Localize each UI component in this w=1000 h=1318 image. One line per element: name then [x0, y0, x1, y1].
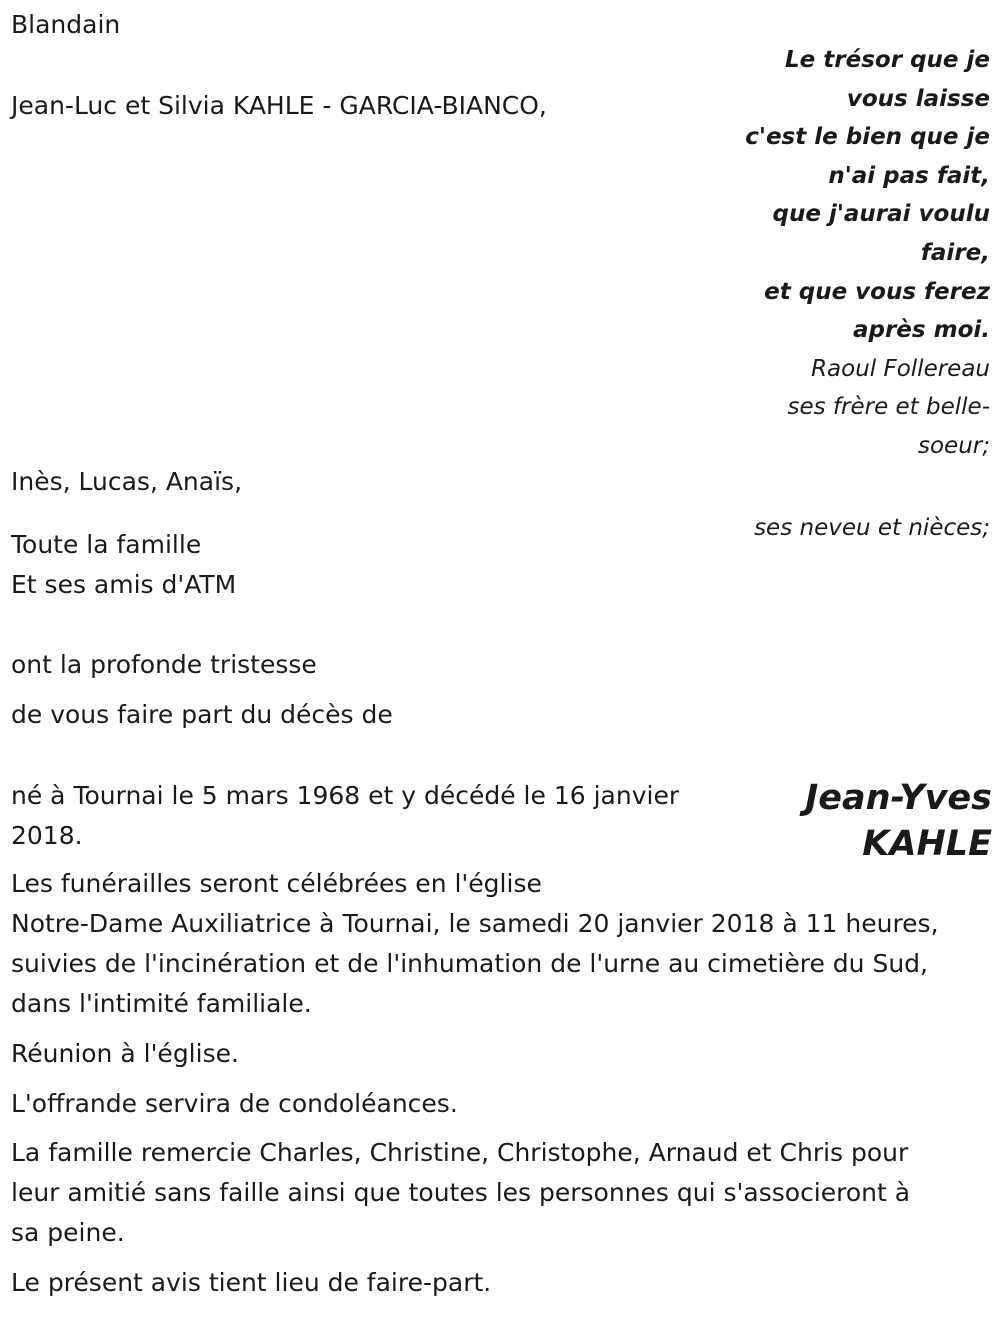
- deceased-first-name: Jean-Yves: [805, 778, 992, 818]
- quote-line: n'ai pas fait,: [828, 162, 990, 189]
- deceased-name: [805, 775, 992, 867]
- quote-line: et que vous ferez: [764, 278, 990, 305]
- location-text: Blandain: [11, 10, 121, 39]
- siblings-in-law-label: ses frère et belle-: [787, 394, 990, 421]
- thanks-line-1: La famille remercie Charles, Christine, Christophe, Arnaud et Chris pour: [11, 1138, 909, 1167]
- announcement-line-2: de vous faire part du décès de: [11, 700, 393, 729]
- quote-line: après moi.: [852, 317, 990, 344]
- thanks-line-2: leur amitié sans faille ainsi que toutes les personnes qui s'associeront à: [11, 1178, 911, 1207]
- offering-text: L'offrande servira de condoléances.: [11, 1089, 458, 1118]
- quote-line: c'est le bien que je: [745, 124, 990, 151]
- nephews-nieces-label: ses neveu et nièces;: [754, 515, 990, 541]
- birth-death-line-1: né à Tournai le 5 mars 1968 et y décédé le 16 janvier: [11, 781, 680, 810]
- funeral-line-2: Notre-Dame Auxiliatrice à Tournai, le samedi 20 janvier 2018 à 11 heures,: [11, 909, 939, 938]
- children-text: Inès, Lucas, Anaïs,: [11, 467, 243, 496]
- funeral-line-4: dans l'intimité familiale.: [11, 989, 312, 1018]
- quote-line: que j'aurai voulu: [772, 201, 990, 228]
- brother-couple-text: Jean-Luc et Silvia KAHLE - GARCIA-BIANCO,: [11, 91, 547, 120]
- announcement-line-1: ont la profonde tristesse: [11, 650, 317, 679]
- birth-death-line-2: 2018.: [11, 821, 83, 850]
- quote-line: vous laisse: [846, 85, 990, 112]
- funeral-line-3: suivies de l'incinération et de l'inhumation de l'urne au cimetière du Sud,: [11, 949, 928, 978]
- friends-text: Et ses amis d'ATM: [11, 570, 237, 599]
- quote-line: Le trésor que je: [785, 47, 990, 73]
- quote-block: [730, 41, 990, 466]
- quote-line: faire,: [920, 239, 990, 266]
- deceased-last-name: KAHLE: [862, 824, 992, 864]
- footer-text: Le présent avis tient lieu de faire-part.: [11, 1268, 492, 1297]
- meeting-text: Réunion à l'église.: [11, 1039, 239, 1068]
- siblings-in-law-label-cont: soeur;: [918, 432, 990, 459]
- thanks-line-3: sa peine.: [11, 1218, 125, 1247]
- funeral-line-1: Les funérailles seront célébrées en l'église: [11, 869, 542, 898]
- whole-family-text: Toute la famille: [11, 530, 202, 559]
- quote-author: Raoul Follereau: [811, 355, 990, 382]
